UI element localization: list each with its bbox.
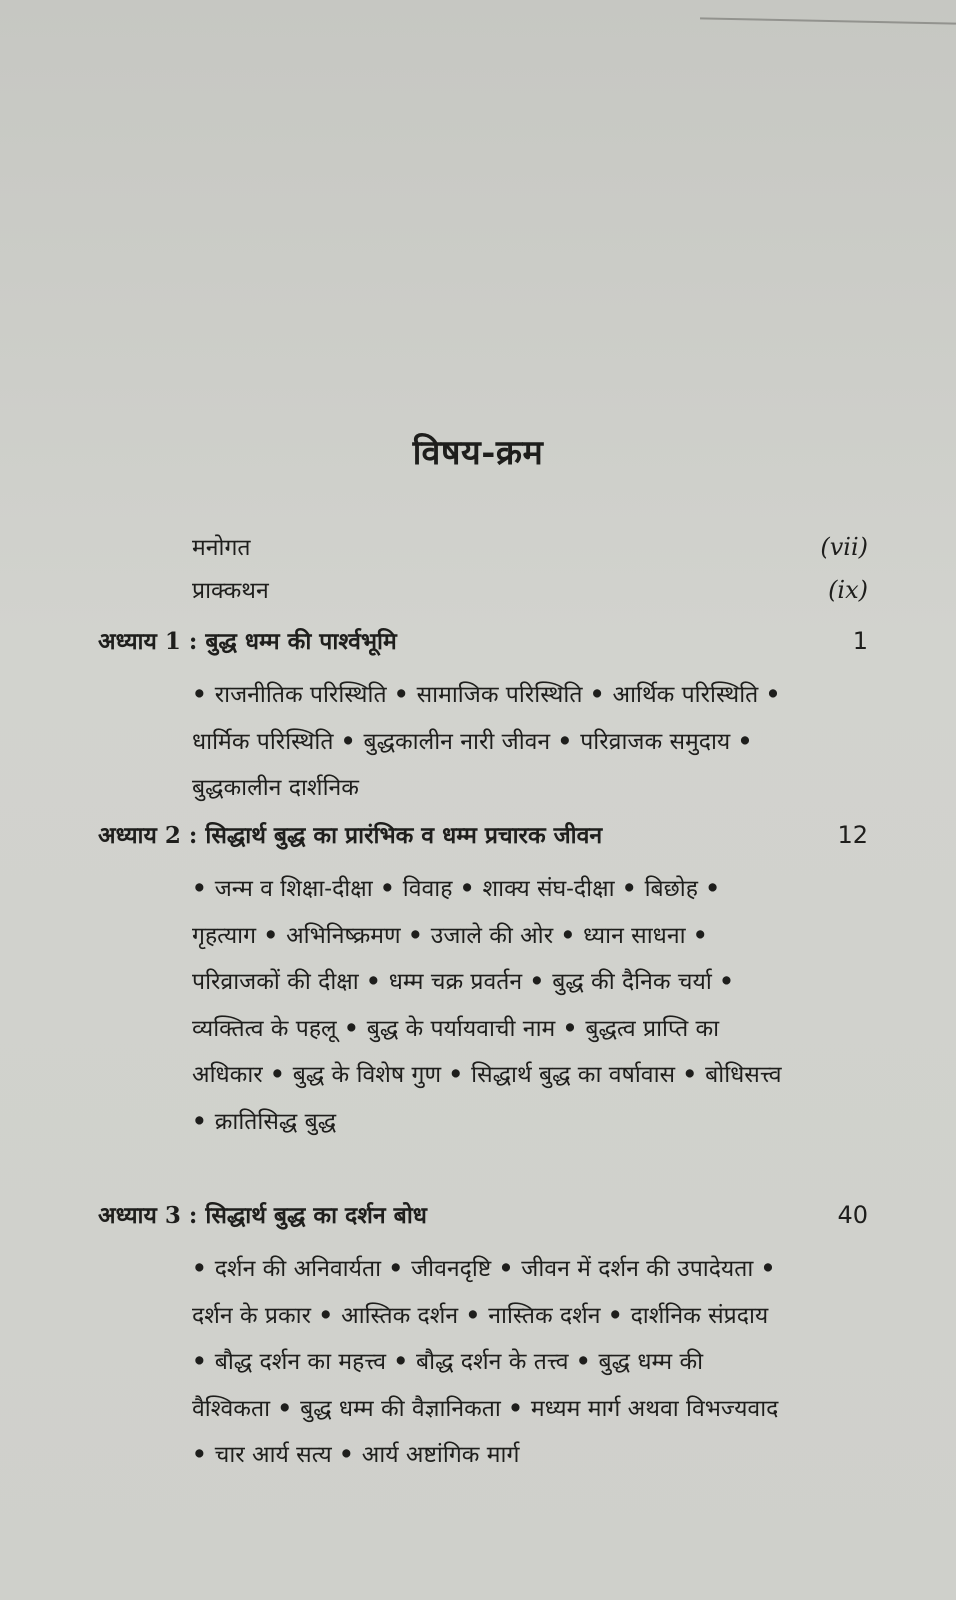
page-edge-line <box>700 17 956 24</box>
front-matter-item <box>192 530 868 562</box>
topic-item: • गृहत्याग <box>192 876 720 949</box>
topic-item: • चार आर्य सत्य <box>192 1442 332 1468</box>
chapter-heading-2 <box>98 818 868 850</box>
topic-item: • धार्मिक परिस्थिति <box>192 682 780 755</box>
front-matter-item <box>192 573 868 605</box>
front-matter-label: मनोगत <box>192 535 251 561</box>
topic-item: • धम्म चक्र प्रवर्तन <box>366 969 522 995</box>
chapter-title: अध्याय 3 : सिद्धार्थ बुद्ध का दर्शन बोध <box>98 1202 427 1229</box>
topic-item: • परिव्राजकों की दीक्षा <box>192 923 708 996</box>
chapter-heading-1 <box>98 624 868 656</box>
topic-item: • बौद्ध दर्शन का महत्त्व <box>192 1349 386 1375</box>
chapter-heading-3 <box>98 1198 868 1230</box>
chapter-3-topics <box>192 1246 784 1479</box>
topic-item: • बुद्धत्व प्राप्ति का अधिकार <box>192 1016 719 1089</box>
topic-item: • उजाले की ओर <box>408 923 553 949</box>
topic-item: • दर्शन के प्रकार <box>192 1256 775 1329</box>
topic-item: • बुद्धकालीन दार्शनिक <box>192 729 752 802</box>
topic-item: • बिछोह <box>622 876 698 902</box>
topic-item: • परिव्राजक समुदाय <box>558 729 731 755</box>
topic-item: • बुद्ध धम्म की वैज्ञानिकता <box>277 1396 501 1422</box>
chapter-page: 40 <box>837 1201 868 1229</box>
topic-item: • जीवन में दर्शन की उपादेयता <box>499 1256 754 1282</box>
chapter-page: 12 <box>837 821 868 849</box>
topic-item: • सिद्धार्थ बुद्ध का वर्षावास <box>448 1062 675 1088</box>
chapter-title: अध्याय 1 : बुद्ध धम्म की पार्श्वभूमि <box>98 628 397 655</box>
topic-item: • मध्यम मार्ग अथवा विभज्यवाद <box>508 1396 778 1422</box>
topic-item: • राजनीतिक परिस्थिति <box>192 682 387 708</box>
chapter-title: अध्याय 2 : सिद्धार्थ बुद्ध का प्रारंभिक व धम्म प्रचारक जीवन <box>98 822 603 849</box>
topic-item: • आर्य अष्टांगिक मार्ग <box>339 1442 519 1468</box>
topic-item: • बुद्धकालीन नारी जीवन <box>341 729 550 755</box>
topic-item: • जन्म व शिक्षा-दीक्षा <box>192 876 373 902</box>
topic-item: • बुद्ध के पर्यायवाची नाम <box>344 1016 555 1042</box>
topic-item: • आस्तिक दर्शन <box>318 1303 458 1329</box>
topic-item: • जीवनदृष्टि <box>388 1256 491 1282</box>
topic-item: • व्यक्तित्व के पहलू <box>192 969 734 1042</box>
topic-item: • ध्यान साधना <box>560 923 685 949</box>
topic-item: • अभिनिष्क्रमण <box>263 923 400 949</box>
topic-item: • दार्शनिक संप्रदाय <box>608 1303 768 1329</box>
topic-item: • बुद्ध धम्म की वैश्विकता <box>192 1349 703 1422</box>
topic-item: • बौद्ध दर्शन के तत्त्व <box>393 1349 568 1375</box>
page-title: विषय-क्रम <box>412 433 544 473</box>
topic-item: • सामाजिक परिस्थिति <box>394 682 583 708</box>
topic-item: • बोधिसत्त्व <box>682 1062 781 1088</box>
topic-item: • बुद्ध के विशेष गुण <box>270 1062 441 1088</box>
topic-item: • विवाह <box>380 876 452 902</box>
chapter-page: 1 <box>852 627 868 655</box>
front-matter-label: प्राक्कथन <box>192 578 269 604</box>
topic-item: • आर्थिक परिस्थिति <box>590 682 759 708</box>
front-matter-page: (vii) <box>820 533 868 561</box>
topic-item: • नास्तिक दर्शन <box>466 1303 601 1329</box>
topic-item: • शाक्य संघ-दीक्षा <box>460 876 615 902</box>
topic-item: • बुद्ध की दैनिक चर्या <box>530 969 712 995</box>
chapter-2-topics <box>192 866 784 1145</box>
front-matter-page: (ix) <box>828 576 868 604</box>
chapter-1-topics <box>192 672 784 812</box>
topic-item: • क्रातिसिद्ध बुद्ध <box>192 1109 336 1135</box>
topic-item: • दर्शन की अनिवार्यता <box>192 1256 381 1282</box>
